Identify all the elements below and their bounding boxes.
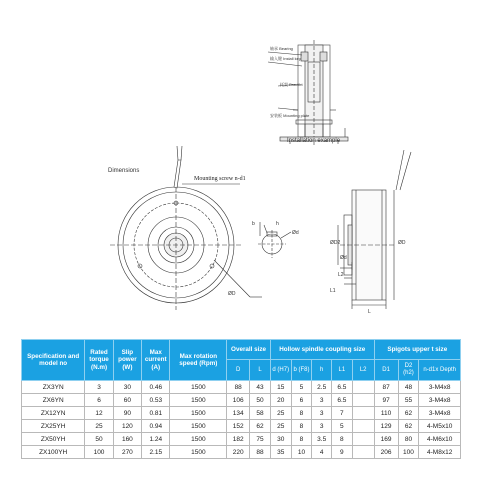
header-max-speed: Max rotation speed (Rpm) — [170, 340, 227, 381]
cell-model: ZX50YH — [22, 433, 85, 446]
cell-h: 4 — [312, 446, 332, 459]
cell-D2: 48 — [398, 381, 419, 394]
cell-L1: 7 — [332, 407, 353, 420]
cell-n: 4-M5x10 — [419, 420, 461, 433]
subheader-D1: D1 — [374, 360, 398, 381]
side-diameter-d-label: ØD — [398, 240, 406, 246]
cell-n: 4-M6x10 — [419, 433, 461, 446]
cell-D: 152 — [227, 420, 250, 433]
cell-slip: 120 — [113, 420, 141, 433]
cell-D: 134 — [227, 407, 250, 420]
cell-model: ZX6YN — [22, 394, 85, 407]
table-row — [22, 381, 461, 394]
subheader-L: L — [250, 360, 271, 381]
specification-table — [21, 339, 461, 459]
cell-slip: 90 — [113, 407, 141, 420]
cell-b: 8 — [291, 433, 312, 446]
dim-l2-label: L2 — [338, 272, 344, 278]
cell-L1: 6.5 — [332, 381, 353, 394]
subheader-L1: L1 — [332, 360, 353, 381]
header-torque: Rated torque (N.m) — [85, 340, 113, 381]
dimensions-caption: Dimensions — [108, 168, 140, 174]
mounting-plate-label: 安装板 Mounting plate — [270, 113, 310, 118]
cell-current: 0.53 — [142, 394, 170, 407]
cell-current: 0.46 — [142, 381, 170, 394]
cell-torque: 3 — [85, 381, 113, 394]
cell-current: 1.24 — [142, 433, 170, 446]
cell-torque: 100 — [85, 446, 113, 459]
cell-L2 — [352, 394, 374, 407]
dim-b-label: b — [252, 221, 255, 227]
subheader-D: D — [227, 360, 250, 381]
cell-L: 75 — [250, 433, 271, 446]
cell-model: ZX100YH — [22, 446, 85, 459]
subheader-L2: L2 — [352, 360, 374, 381]
cell-D: 220 — [227, 446, 250, 459]
cell-h: 3 — [312, 420, 332, 433]
cell-torque: 12 — [85, 407, 113, 420]
cell-L1: 5 — [332, 420, 353, 433]
cell-b: 6 — [291, 394, 312, 407]
cell-b: 8 — [291, 407, 312, 420]
cell-torque: 6 — [85, 394, 113, 407]
cell-L1: 9 — [332, 446, 353, 459]
cell-L: 88 — [250, 446, 271, 459]
cell-h: 3 — [312, 394, 332, 407]
table-row — [22, 433, 461, 446]
cell-d: 25 — [270, 420, 291, 433]
cell-D: 106 — [227, 394, 250, 407]
dim-h-label: h — [276, 221, 279, 227]
cell-slip: 30 — [113, 381, 141, 394]
cell-model: ZX25YH — [22, 420, 85, 433]
cell-n: 3-M4x8 — [419, 381, 461, 394]
cell-D1: 110 — [374, 407, 398, 420]
cell-d: 25 — [270, 407, 291, 420]
cell-L: 50 — [250, 394, 271, 407]
cell-slip: 60 — [113, 394, 141, 407]
subheader-d: d (H7) — [270, 360, 291, 381]
cell-b: 10 — [291, 446, 312, 459]
cell-L2 — [352, 446, 374, 459]
cell-L2 — [352, 420, 374, 433]
cell-b: 5 — [291, 381, 312, 394]
cell-D: 88 — [227, 381, 250, 394]
cell-model: ZX12YN — [22, 407, 85, 420]
cell-L: 58 — [250, 407, 271, 420]
cell-L: 43 — [250, 381, 271, 394]
cell-D2: 100 — [398, 446, 419, 459]
bracket-label: 托架 Bracket — [280, 82, 303, 87]
cell-h: 3 — [312, 407, 332, 420]
cell-h: 3.5 — [312, 433, 332, 446]
diameter-small-d-label: Ød — [292, 230, 299, 236]
cell-b: 8 — [291, 420, 312, 433]
cell-slip: 270 — [113, 446, 141, 459]
cell-current: 0.81 — [142, 407, 170, 420]
cell-D1: 97 — [374, 394, 398, 407]
mounting-screw-label: Mounting screw n-d1 — [194, 176, 246, 182]
cell-n: 4-M8x12 — [419, 446, 461, 459]
diameter-d-label: ØD — [228, 291, 236, 297]
subheader-h: h — [312, 360, 332, 381]
cell-h: 2.5 — [312, 381, 332, 394]
cell-L2 — [352, 433, 374, 446]
cell-d: 30 — [270, 433, 291, 446]
subheader-n: n-d1x Depth — [419, 360, 461, 381]
cell-torque: 50 — [85, 433, 113, 446]
cell-d: 15 — [270, 381, 291, 394]
side-view-diagram — [338, 150, 411, 309]
cell-speed: 1500 — [170, 433, 227, 446]
dim-l1-label: L1 — [330, 288, 336, 294]
cell-speed: 1500 — [170, 446, 227, 459]
header-spigots: Spigots upper t size — [374, 340, 460, 360]
dim-l-label: L — [368, 309, 371, 315]
subheader-D2: D2 (h2) — [398, 360, 419, 381]
cell-current: 2.15 — [142, 446, 170, 459]
cell-L2 — [352, 407, 374, 420]
header-hollow-spindle: Hollow spindle coupling size — [270, 340, 374, 360]
table-row — [22, 446, 461, 459]
cell-d: 35 — [270, 446, 291, 459]
table-row — [22, 407, 461, 420]
shaft-key-detail — [258, 222, 291, 258]
install-key-label: 输入键 Install key — [270, 56, 301, 61]
cell-D: 182 — [227, 433, 250, 446]
cell-slip: 160 — [113, 433, 141, 446]
header-spec: Specification and model no — [22, 340, 85, 381]
cell-L1: 6.5 — [332, 394, 353, 407]
cell-speed: 1500 — [170, 407, 227, 420]
table-row — [22, 394, 461, 407]
cell-D1: 169 — [374, 433, 398, 446]
cell-L2 — [352, 381, 374, 394]
cell-n: 3-M4x8 — [419, 407, 461, 420]
cell-current: 0.94 — [142, 420, 170, 433]
cell-D1: 129 — [374, 420, 398, 433]
cell-D2: 80 — [398, 433, 419, 446]
diameter-d-side-label: Ød — [340, 255, 347, 261]
cell-D2: 55 — [398, 394, 419, 407]
cell-speed: 1500 — [170, 394, 227, 407]
header-max-current: Max current (A) — [142, 340, 170, 381]
cell-D1: 87 — [374, 381, 398, 394]
diameter-d2-label: ØD2 — [330, 240, 341, 246]
cell-L: 62 — [250, 420, 271, 433]
header-overall-size: Overall size — [227, 340, 271, 360]
cell-model: ZX3YN — [22, 381, 85, 394]
cell-d: 20 — [270, 394, 291, 407]
cell-n: 3-M4x8 — [419, 394, 461, 407]
cell-torque: 25 — [85, 420, 113, 433]
cell-speed: 1500 — [170, 420, 227, 433]
installation-caption: Installation example — [287, 138, 341, 144]
cell-speed: 1500 — [170, 381, 227, 394]
table-row — [22, 420, 461, 433]
header-slip-power: Slip power (W) — [113, 340, 141, 381]
cell-L1: 8 — [332, 433, 353, 446]
cell-D1: 206 — [374, 446, 398, 459]
cell-D2: 62 — [398, 420, 419, 433]
subheader-b: b (F8) — [291, 360, 312, 381]
cell-D2: 62 — [398, 407, 419, 420]
bearing-label: 轴承 Bearing — [270, 46, 293, 51]
